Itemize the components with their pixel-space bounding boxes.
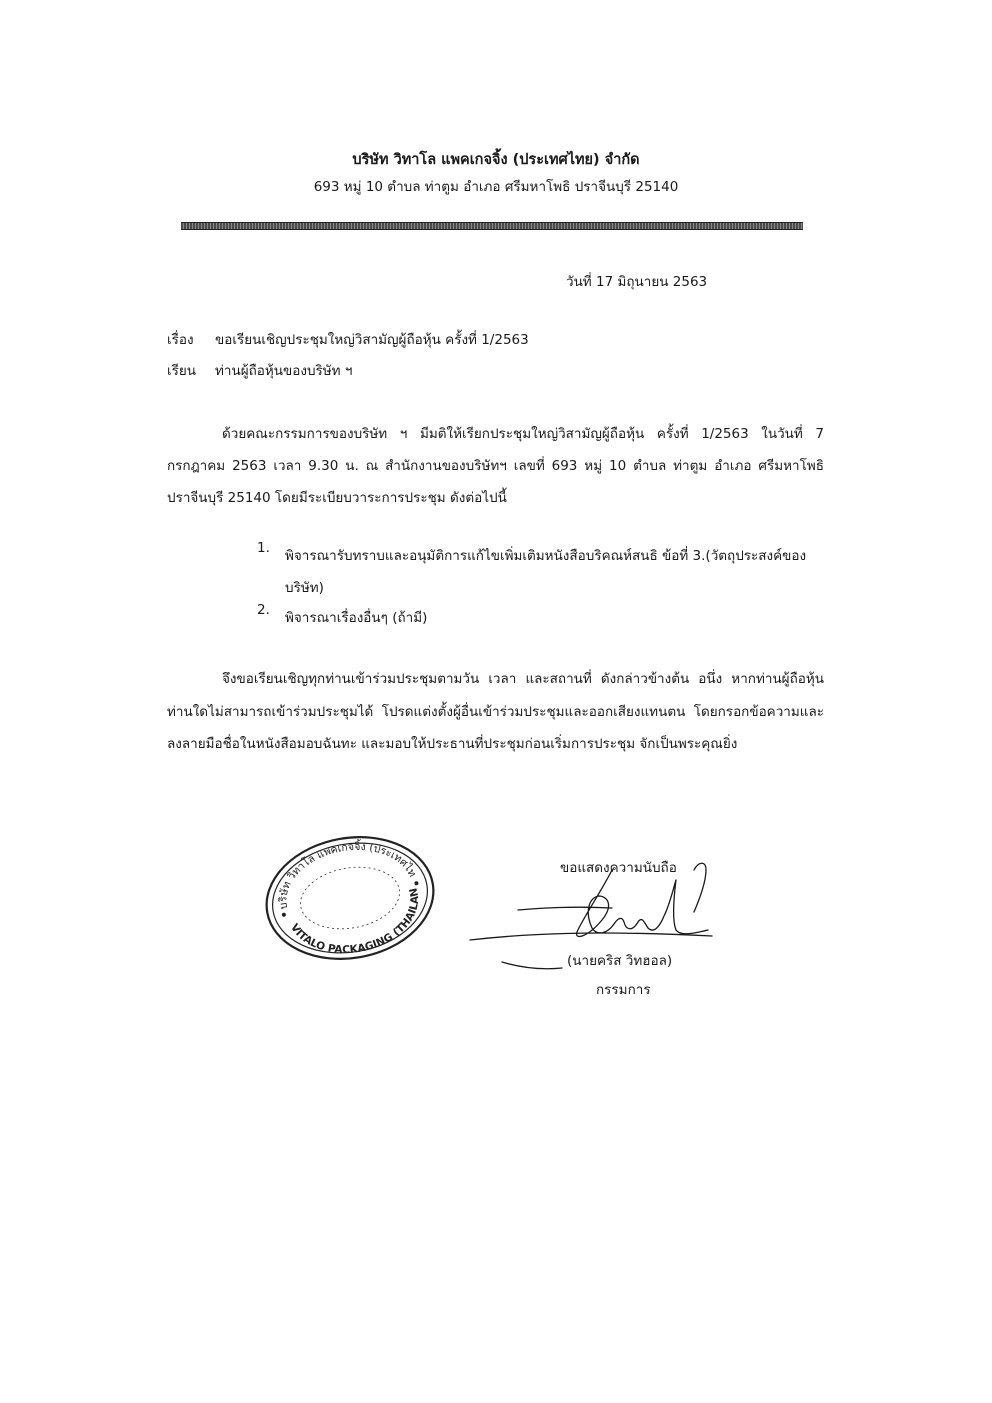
svg-text:บริษัท วิทาโล แพคเกจจิ้ง (ประเ [257, 829, 421, 915]
body-paragraph-1: ด้วยคณะกรรมการของบริษัท ฯ มีมติให้เรียกประชุมใหญ่วิสามัญผู้ถือหุ้น ครั้งที่ 1/2563 ในวันที่ 7 กรกฎาคม 2563 เวลา 9.30 น. ณ สำนักงานของบริษัทฯ เลขที่ 693 หมู่ 10 ตำบล ท่าตูม อำเภอ ศรีมหาโพธิ ปราจีนบุรี 25140 โดยมีระเบียบวาระการประชุม ดังต่อไปนี้ [167, 426, 824, 506]
subject-text: ขอเรียนเชิญประชุมใหญ่วิสามัญผู้ถือหุ้น ครั้งที่ 1/2563 [215, 332, 529, 348]
agenda-item-text: พิจารณาเรื่องอื่นๆ (ถ้ามี) [285, 610, 428, 626]
signatory-name: (นายคริส วิทฮอล) [567, 953, 673, 969]
subject-label: เรื่อง [167, 332, 194, 348]
letter-date: วันที่ 17 มิถุนายน 2563 [566, 274, 708, 290]
signatory-title: กรรมการ [596, 982, 651, 998]
agenda-item-number: 1. [257, 540, 270, 556]
company-seal-stamp [257, 829, 443, 967]
closing-text: ขอแสดงความนับถือ [560, 860, 677, 876]
recipient-text: ท่านผู้ถือหุ้นของบริษัท ฯ [215, 363, 353, 379]
body-paragraph-2: จึงขอเรียนเชิญทุกท่านเข้าร่วมประชุมตามวัน เวลา และสถานที่ ดังกล่าวข้างต้น อนึ่ง หากท่านผู้ถือหุ้นท่านใดไม่สามารถเข้าร่วมประชุมได้ โปรดแต่งตั้งผู้อื่นเข้าร่วมประชุมและออกเสียงแทนตน โดยกรอกข้อความและลงลายมือชื่อในหนังสือมอบฉันทะ และมอบให้ประธานที่ประชุมก่อนเริ่มการประชุม จักเป็นพระคุณยิ่ง [167, 671, 824, 752]
agenda-item-number: 2. [257, 602, 270, 618]
recipient-label: เรียน [167, 363, 197, 379]
agenda-item-text: พิจารณารับทราบและอนุมัติการแก้ไขเพิ่มเติมหนังสือบริคณห์สนธิ ข้อที่ 3.(วัตถุประสงค์ของบริษัท) [285, 548, 807, 596]
seal-english-text: VITALO PACKAGING (THAILAND) [287, 886, 422, 957]
header-divider [181, 222, 803, 230]
company-address: 693 หมู่ 10 ตำบล ท่าตูม อำเภอ ศรีมหาโพธิ ปราจีนบุรี 25140 [313, 179, 679, 195]
seal-thai-text: บริษัท วิทาโล แพคเกจจิ้ง (ประเทศไทย) [277, 840, 419, 911]
company-name: บริษัท วิทาโล แพคเกจจิ้ง (ประเทศไทย) จำกัด [352, 152, 640, 168]
